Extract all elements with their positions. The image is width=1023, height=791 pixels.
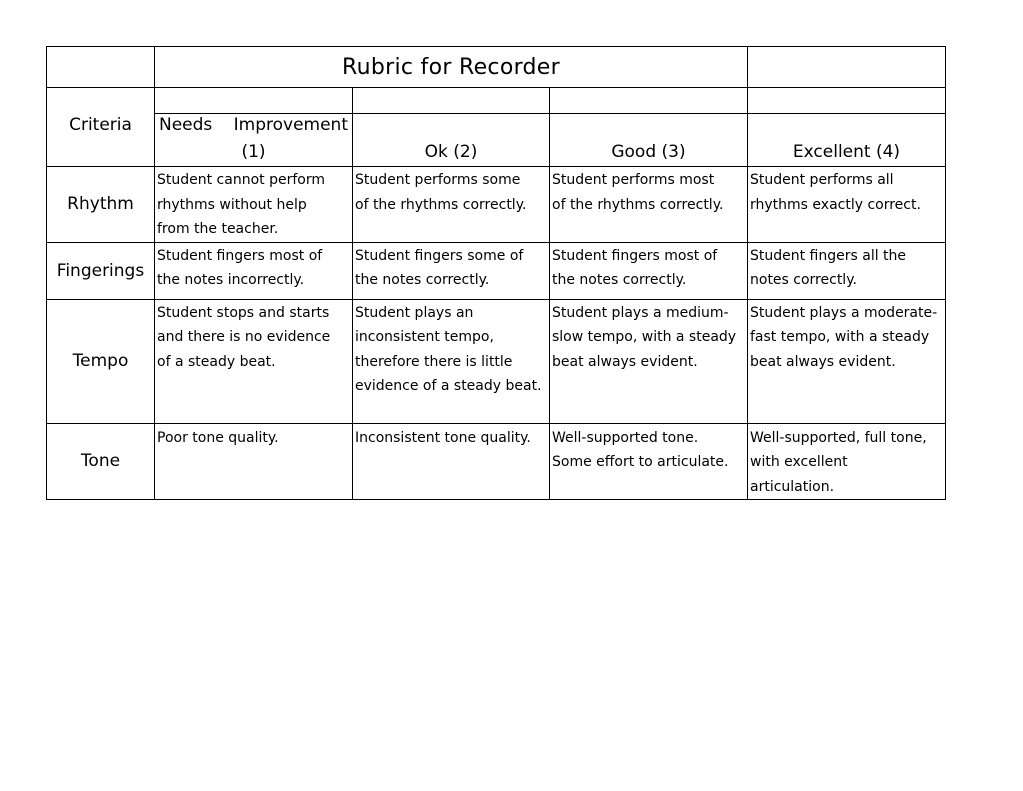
level-ok-label: Ok (2) bbox=[424, 142, 478, 162]
descriptor-cell bbox=[550, 423, 748, 500]
descriptor-line: rhythms exactly correct. bbox=[750, 196, 921, 213]
descriptor-line: Student fingers some of bbox=[355, 247, 524, 264]
criterion-row-tone bbox=[47, 423, 946, 500]
descriptor-line: Well-supported, full tone, bbox=[750, 429, 927, 446]
level-good bbox=[550, 114, 748, 167]
level-improvement-word: Improvement bbox=[233, 115, 348, 135]
spacer-row bbox=[47, 88, 946, 114]
descriptor-line: from the teacher. bbox=[157, 221, 279, 237]
descriptor-line: Poor tone quality. bbox=[157, 429, 279, 446]
title-row bbox=[47, 47, 946, 88]
level-needs-word: Needs bbox=[159, 115, 213, 135]
descriptor-line: Student performs all bbox=[750, 172, 894, 188]
descriptor-line: beat always evident. bbox=[750, 353, 896, 370]
descriptor-line: Some effort to articulate. bbox=[552, 454, 729, 470]
descriptor-line: Student fingers most of bbox=[552, 247, 718, 264]
criterion-row-tempo bbox=[47, 299, 946, 423]
descriptor-line: Student plays a medium- bbox=[552, 304, 729, 321]
descriptor-line: evidence of a steady beat. bbox=[355, 378, 542, 394]
descriptor-line: of the rhythms correctly. bbox=[552, 196, 724, 213]
descriptor-line: the notes correctly. bbox=[552, 272, 687, 288]
descriptor-line: Student cannot perform bbox=[157, 172, 325, 188]
descriptor-line: and there is no evidence bbox=[157, 329, 331, 345]
descriptor-cell bbox=[550, 167, 748, 243]
rubric-table bbox=[46, 46, 946, 500]
level-ok bbox=[353, 114, 550, 167]
descriptor-cell bbox=[353, 423, 550, 500]
criterion-row-fingerings bbox=[47, 242, 946, 299]
descriptor-line: of the rhythms correctly. bbox=[355, 196, 527, 213]
descriptor-line: Well-supported tone. bbox=[552, 429, 699, 446]
rubric-title: Rubric for Recorder bbox=[155, 47, 748, 88]
descriptor-line: Student fingers all the bbox=[750, 247, 907, 264]
descriptor-cell bbox=[155, 242, 353, 299]
spacer-cell bbox=[748, 88, 946, 114]
descriptor-cell bbox=[155, 423, 353, 500]
criterion-row-rhythm bbox=[47, 167, 946, 243]
descriptor-line: of a steady beat. bbox=[157, 353, 276, 370]
descriptor-cell bbox=[550, 242, 748, 299]
descriptor-line: Student stops and starts bbox=[157, 304, 330, 321]
descriptor-line: Student performs some bbox=[355, 172, 521, 188]
descriptor-line: slow tempo, with a steady bbox=[552, 329, 737, 345]
descriptor-line: the notes correctly. bbox=[355, 272, 490, 288]
descriptor-line: Student fingers most of bbox=[157, 247, 323, 264]
spacer-cell bbox=[550, 88, 748, 114]
levels-row bbox=[47, 114, 946, 167]
descriptor-cell bbox=[353, 167, 550, 243]
descriptor-cell bbox=[748, 423, 946, 500]
descriptor-line: Student plays an bbox=[355, 304, 474, 321]
level-excellent bbox=[748, 114, 946, 167]
descriptor-line: rhythms without help bbox=[157, 196, 307, 213]
descriptor-cell bbox=[155, 299, 353, 423]
descriptor-cell bbox=[353, 242, 550, 299]
descriptor-line: with excellent bbox=[750, 454, 848, 470]
criterion-label-tone: Tone bbox=[47, 423, 155, 500]
level-needs-score: (1) bbox=[241, 142, 266, 162]
descriptor-line: notes correctly. bbox=[750, 272, 857, 288]
descriptor-cell bbox=[748, 299, 946, 423]
criterion-label-tempo: Tempo bbox=[47, 299, 155, 423]
descriptor-line: inconsistent tempo, bbox=[355, 329, 494, 345]
title-row-empty-cell bbox=[748, 47, 946, 88]
level-needs-improvement bbox=[155, 114, 353, 167]
descriptor-line: Student performs most bbox=[552, 172, 715, 188]
criteria-header: Criteria bbox=[47, 88, 155, 167]
descriptor-cell bbox=[550, 299, 748, 423]
criterion-label-rhythm: Rhythm bbox=[47, 167, 155, 243]
spacer-cell bbox=[353, 88, 550, 114]
descriptor-line: Student plays a moderate- bbox=[750, 304, 938, 321]
descriptor-cell bbox=[748, 242, 946, 299]
descriptor-line: beat always evident. bbox=[552, 353, 698, 370]
title-row-empty-cell bbox=[47, 47, 155, 88]
criterion-label-fingerings: Fingerings bbox=[47, 242, 155, 299]
descriptor-cell bbox=[353, 299, 550, 423]
descriptor-cell bbox=[155, 167, 353, 243]
descriptor-cell bbox=[748, 167, 946, 243]
level-excellent-label: Excellent (4) bbox=[792, 142, 901, 162]
descriptor-line: therefore there is little bbox=[355, 353, 513, 370]
level-good-label: Good (3) bbox=[611, 142, 686, 162]
descriptor-line: fast tempo, with a steady bbox=[750, 329, 930, 345]
descriptor-line: Inconsistent tone quality. bbox=[355, 429, 531, 446]
spacer-cell bbox=[155, 88, 353, 114]
descriptor-line: articulation. bbox=[750, 478, 835, 495]
descriptor-line: the notes incorrectly. bbox=[157, 272, 305, 288]
